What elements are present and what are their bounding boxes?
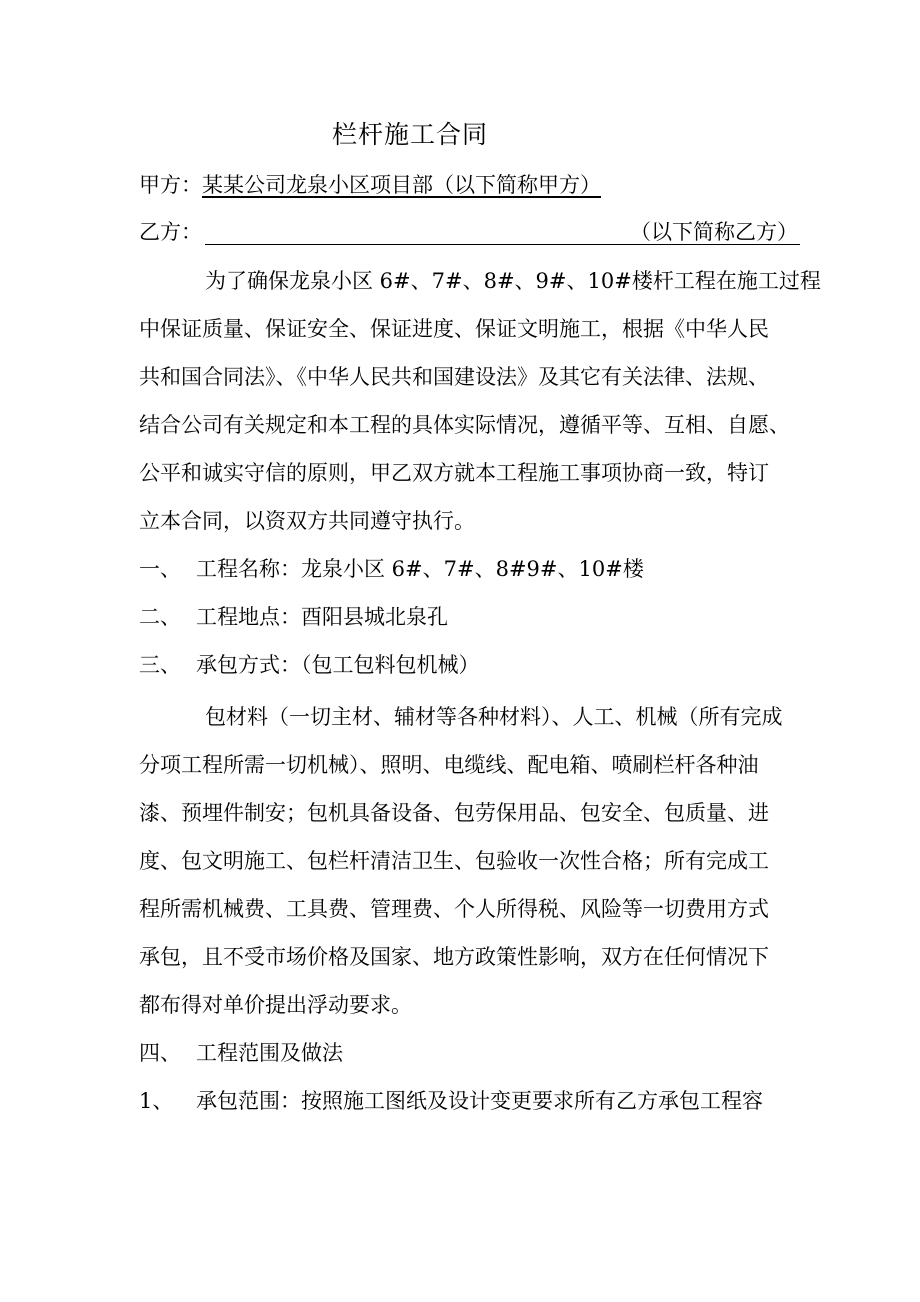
scope-line-1: 包材料（一切主材、辅材等各种材料）、人工、机械（所有完成 [205,705,783,729]
section-text: 工程范围及做法 [196,1041,343,1065]
party-b-suffix: （以下简称乙方） [630,220,798,244]
intro-line-1: 为了确保龙泉小区 6#、7#、8#、9#、10#楼杆工程在施工过程 [205,269,821,293]
clause-number: 1、 [139,1089,174,1113]
item-project-location [139,602,448,632]
scope-line-5: 程所需机械费、工具费、管理费、个人所得税、风险等一切费用方式 [139,897,769,921]
scope-line-6: 承包，且不受市场价格及国家、地方政策性影响，双方在任何情况下 [139,945,769,969]
intro-line-3: 共和国合同法》、《中华人民共和国建设法》及其它有关法律、法规、 [139,365,769,389]
clause-one [139,1086,763,1116]
item-text: 工程名称：龙泉小区 6#、7#、8#9#、10#楼 [196,557,644,581]
item-text: 工程地点：酉阳县城北泉孔 [196,605,448,629]
item-number: 二、 [139,605,181,629]
document-title: 栏杆施工合同 [332,120,489,149]
section-number: 四、 [139,1041,181,1065]
section-four-heading [139,1038,343,1068]
intro-line-6: 立本合同，以资双方共同遵守执行。 [139,509,475,533]
item-project-name [139,554,644,584]
intro-line-5: 公平和诚实守信的原则，甲乙双方就本工程施工事项协商一致，特订 [139,461,769,485]
item-number: 三、 [139,653,181,677]
scope-line-7: 都布得对单价提出浮动要求。 [139,993,412,1017]
item-text: 承包方式：（包工包料包机械） [196,653,480,677]
scope-line-2: 分项工程所需一切机械）、照明、电缆线、配电箱、喷刷栏杆各种油 [139,753,759,777]
clause-text: 承包范围：按照施工图纸及设计变更要求所有乙方承包工程容 [196,1089,763,1113]
scope-line-4: 度、包文明施工、包栏杆清洁卫生、包验收一次性合格；所有完成工 [139,849,769,873]
intro-line-2: 中保证质量、保证安全、保证进度、保证文明施工，根据《中华人民 [139,317,769,341]
party-b-label: 乙方： [139,220,202,244]
intro-line-4: 结合公司有关规定和本工程的具体实际情况，遵循平等、互相、自愿、 [139,413,790,437]
party-a-line [139,170,609,200]
party-b-line [139,217,800,247]
scope-line-3: 漆、预埋件制安；包机具备设备、包劳保用品、包安全、包质量、进 [139,801,769,825]
party-a-value: 某某公司龙泉小区项目部（以下简称甲方） [202,173,601,197]
item-contract-method [139,650,480,680]
party-a-label: 甲方： [139,173,202,197]
item-number: 一、 [139,557,181,581]
